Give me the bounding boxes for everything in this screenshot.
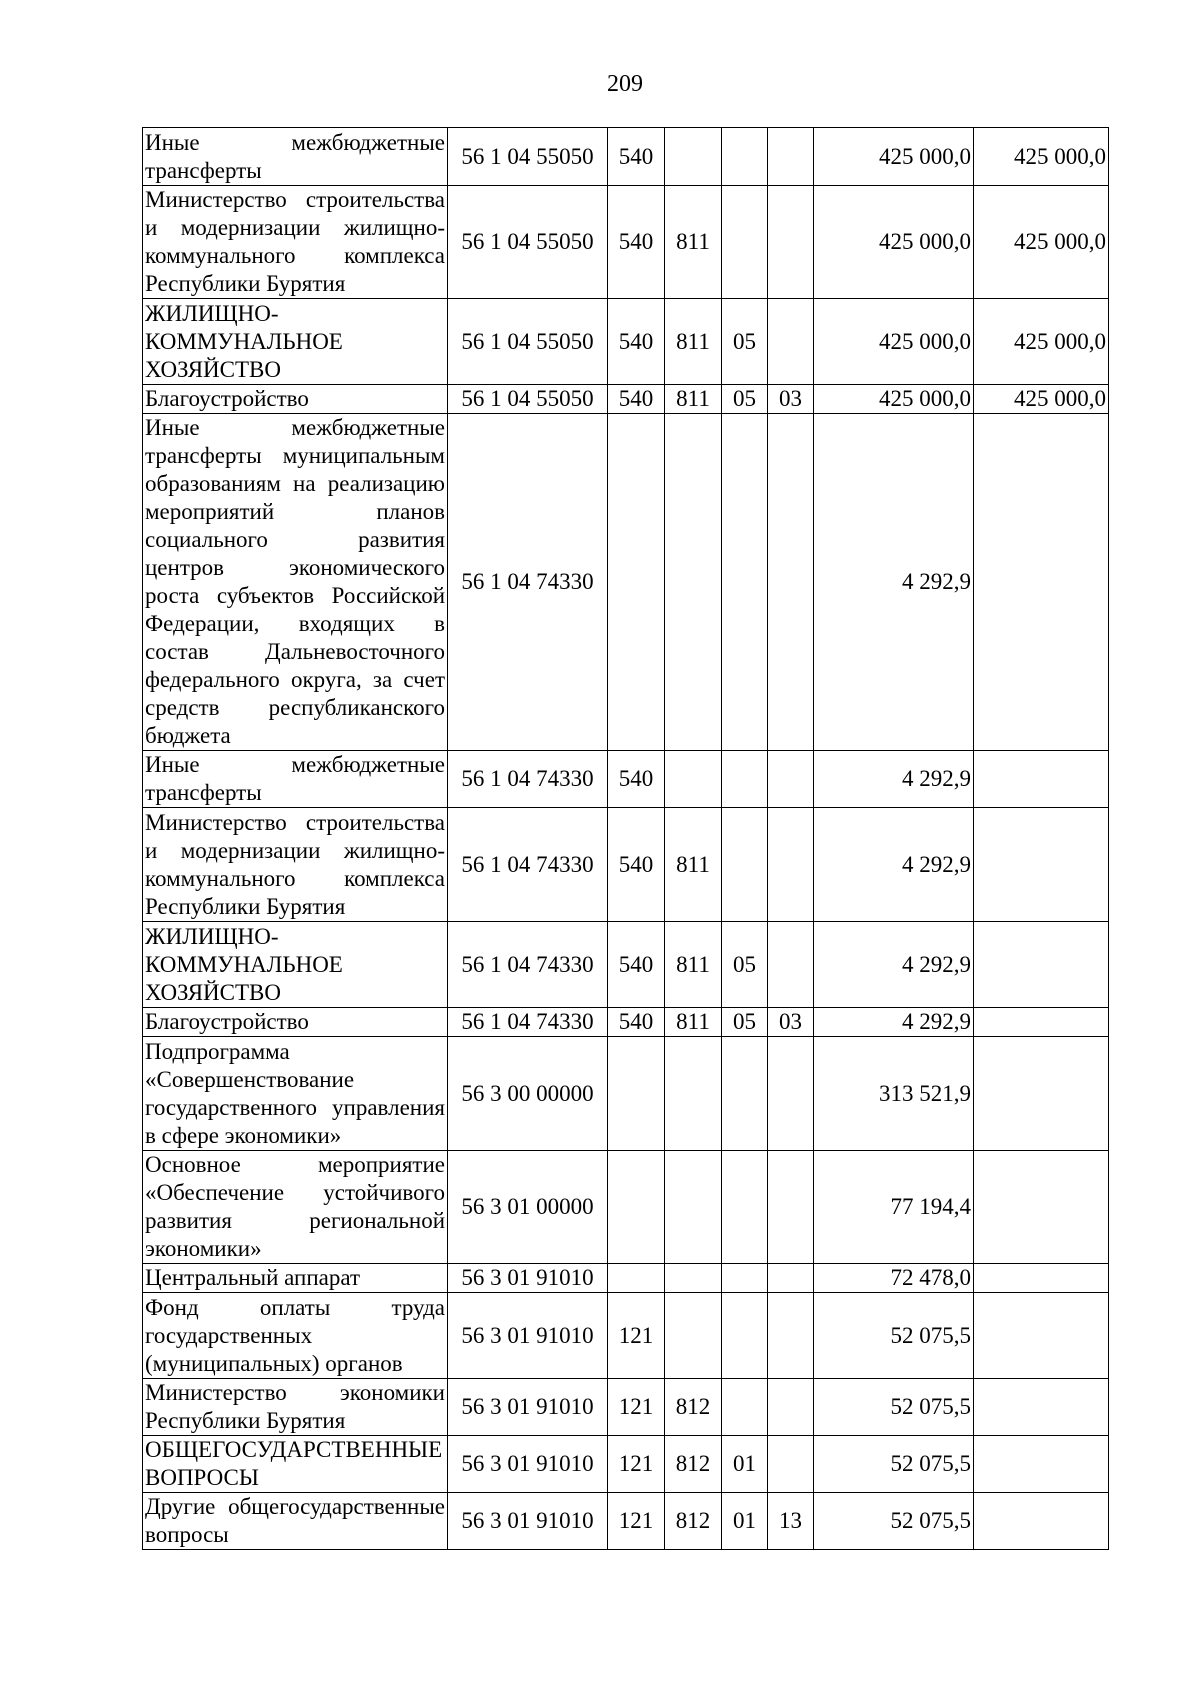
subsection-code xyxy=(768,299,814,385)
subsection-code xyxy=(768,751,814,808)
amount-year-2: 425 000,0 xyxy=(974,128,1109,186)
target-article-code: 56 3 01 91010 xyxy=(448,1493,608,1550)
budget-manager-code: 811 xyxy=(665,299,722,385)
expense-type-code: 540 xyxy=(608,922,665,1008)
amount-year-2 xyxy=(974,1264,1109,1293)
amount-year-1: 52 075,5 xyxy=(814,1379,974,1436)
table-row xyxy=(143,1264,1109,1293)
expense-type-code: 121 xyxy=(608,1379,665,1436)
amount-year-1: 313 521,9 xyxy=(814,1037,974,1151)
amount-year-2: 425 000,0 xyxy=(974,385,1109,414)
amount-year-2: 425 000,0 xyxy=(974,299,1109,385)
table-row xyxy=(143,1037,1109,1151)
expense-type-code xyxy=(608,414,665,751)
row-name: Другие общегосударственные вопросы xyxy=(143,1493,448,1550)
target-article-code: 56 3 01 91010 xyxy=(448,1264,608,1293)
subsection-code xyxy=(768,808,814,922)
subsection-code xyxy=(768,1379,814,1436)
table-row xyxy=(143,385,1109,414)
table-row xyxy=(143,1151,1109,1264)
amount-year-1: 72 478,0 xyxy=(814,1264,974,1293)
target-article-code: 56 1 04 74330 xyxy=(448,1008,608,1037)
subsection-code xyxy=(768,1293,814,1379)
budget-manager-code xyxy=(665,1037,722,1151)
section-code xyxy=(722,186,768,299)
target-article-code: 56 1 04 74330 xyxy=(448,751,608,808)
row-name: Иные межбюджетные трансферты xyxy=(143,751,448,808)
subsection-code xyxy=(768,922,814,1008)
row-name: ЖИЛИЩНО-КОММУНАЛЬНОЕ ХОЗЯЙСТВО xyxy=(143,922,448,1008)
section-code: 01 xyxy=(722,1436,768,1493)
expense-type-code: 121 xyxy=(608,1493,665,1550)
target-article-code: 56 1 04 55050 xyxy=(448,186,608,299)
expense-type-code: 540 xyxy=(608,1008,665,1037)
section-code: 05 xyxy=(722,299,768,385)
amount-year-2 xyxy=(974,1008,1109,1037)
budget-manager-code: 812 xyxy=(665,1379,722,1436)
table-row xyxy=(143,1379,1109,1436)
section-code xyxy=(722,808,768,922)
amount-year-2 xyxy=(974,1436,1109,1493)
table-row xyxy=(143,186,1109,299)
table-row xyxy=(143,751,1109,808)
row-name: Центральный аппарат xyxy=(143,1264,448,1293)
target-article-code: 56 3 01 91010 xyxy=(448,1293,608,1379)
amount-year-1: 4 292,9 xyxy=(814,414,974,751)
budget-manager-code: 811 xyxy=(665,922,722,1008)
amount-year-2 xyxy=(974,922,1109,1008)
budget-table xyxy=(142,127,1109,1550)
amount-year-2 xyxy=(974,1493,1109,1550)
subsection-code: 13 xyxy=(768,1493,814,1550)
expense-type-code: 540 xyxy=(608,808,665,922)
target-article-code: 56 1 04 74330 xyxy=(448,414,608,751)
table-row xyxy=(143,128,1109,186)
section-code xyxy=(722,1037,768,1151)
budget-manager-code: 811 xyxy=(665,385,722,414)
amount-year-2 xyxy=(974,414,1109,751)
expense-type-code: 540 xyxy=(608,751,665,808)
amount-year-2 xyxy=(974,1379,1109,1436)
table-row xyxy=(143,414,1109,751)
table-row xyxy=(143,1293,1109,1379)
section-code: 05 xyxy=(722,1008,768,1037)
expense-type-code xyxy=(608,1037,665,1151)
target-article-code: 56 3 01 00000 xyxy=(448,1151,608,1264)
row-name: Иные межбюджетные трансферты xyxy=(143,128,448,186)
budget-manager-code: 812 xyxy=(665,1493,722,1550)
expense-type-code: 121 xyxy=(608,1293,665,1379)
target-article-code: 56 1 04 55050 xyxy=(448,385,608,414)
section-code: 01 xyxy=(722,1493,768,1550)
amount-year-1: 77 194,4 xyxy=(814,1151,974,1264)
budget-manager-code: 812 xyxy=(665,1436,722,1493)
table-row xyxy=(143,1436,1109,1493)
section-code xyxy=(722,1379,768,1436)
row-name: Благоустройство xyxy=(143,1008,448,1037)
amount-year-1: 4 292,9 xyxy=(814,1008,974,1037)
target-article-code: 56 1 04 74330 xyxy=(448,808,608,922)
budget-manager-code xyxy=(665,1151,722,1264)
section-code xyxy=(722,128,768,186)
amount-year-1: 425 000,0 xyxy=(814,385,974,414)
expense-type-code: 540 xyxy=(608,128,665,186)
amount-year-1: 4 292,9 xyxy=(814,751,974,808)
row-name: Министерство строительства и модернизации жилищно-коммунального комплекса Республики Бурятия xyxy=(143,808,448,922)
amount-year-1: 4 292,9 xyxy=(814,922,974,1008)
budget-manager-code xyxy=(665,751,722,808)
amount-year-2 xyxy=(974,1151,1109,1264)
amount-year-1: 4 292,9 xyxy=(814,808,974,922)
target-article-code: 56 3 01 91010 xyxy=(448,1379,608,1436)
budget-manager-code: 811 xyxy=(665,186,722,299)
amount-year-1: 52 075,5 xyxy=(814,1293,974,1379)
row-name: Благоустройство xyxy=(143,385,448,414)
target-article-code: 56 3 00 00000 xyxy=(448,1037,608,1151)
page-number: 209 xyxy=(607,71,643,97)
amount-year-2 xyxy=(974,1293,1109,1379)
expense-type-code: 540 xyxy=(608,186,665,299)
target-article-code: 56 3 01 91010 xyxy=(448,1436,608,1493)
subsection-code xyxy=(768,186,814,299)
target-article-code: 56 1 04 74330 xyxy=(448,922,608,1008)
target-article-code: 56 1 04 55050 xyxy=(448,128,608,186)
section-code xyxy=(722,751,768,808)
budget-manager-code: 811 xyxy=(665,1008,722,1037)
expense-type-code xyxy=(608,1264,665,1293)
amount-year-1: 425 000,0 xyxy=(814,186,974,299)
row-name: Основное мероприятие «Обеспечение устойчивого развития региональной экономики» xyxy=(143,1151,448,1264)
amount-year-1: 425 000,0 xyxy=(814,128,974,186)
section-code xyxy=(722,1293,768,1379)
subsection-code xyxy=(768,1436,814,1493)
budget-manager-code xyxy=(665,1293,722,1379)
amount-year-2 xyxy=(974,808,1109,922)
table-row xyxy=(143,808,1109,922)
row-name: Иные межбюджетные трансферты муниципальным образованиям на реализацию мероприятий планов социального развития центров экономического роста субъектов Российской Федерации, входящих в состав Дальневосточного федерального округа, за счет средств республиканского бюджета xyxy=(143,414,448,751)
target-article-code: 56 1 04 55050 xyxy=(448,299,608,385)
subsection-code: 03 xyxy=(768,385,814,414)
row-name: ЖИЛИЩНО-КОММУНАЛЬНОЕ ХОЗЯЙСТВО xyxy=(143,299,448,385)
subsection-code xyxy=(768,414,814,751)
row-name: ОБЩЕГОСУДАРСТВЕННЫЕ ВОПРОСЫ xyxy=(143,1436,448,1493)
amount-year-2 xyxy=(974,751,1109,808)
budget-manager-code xyxy=(665,414,722,751)
section-code: 05 xyxy=(722,385,768,414)
subsection-code xyxy=(768,1264,814,1293)
section-code xyxy=(722,1151,768,1264)
table-row xyxy=(143,1493,1109,1550)
amount-year-1: 425 000,0 xyxy=(814,299,974,385)
budget-manager-code xyxy=(665,128,722,186)
amount-year-1: 52 075,5 xyxy=(814,1493,974,1550)
budget-manager-code xyxy=(665,1264,722,1293)
subsection-code: 03 xyxy=(768,1008,814,1037)
expense-type-code xyxy=(608,1151,665,1264)
section-code: 05 xyxy=(722,922,768,1008)
subsection-code xyxy=(768,1151,814,1264)
expense-type-code: 121 xyxy=(608,1436,665,1493)
expense-type-code: 540 xyxy=(608,385,665,414)
table-row xyxy=(143,299,1109,385)
section-code xyxy=(722,1264,768,1293)
amount-year-2: 425 000,0 xyxy=(974,186,1109,299)
budget-manager-code: 811 xyxy=(665,808,722,922)
amount-year-2 xyxy=(974,1037,1109,1151)
expense-type-code: 540 xyxy=(608,299,665,385)
subsection-code xyxy=(768,128,814,186)
section-code xyxy=(722,414,768,751)
row-name: Подпрограмма «Совершенствование государственного управления в сфере экономики» xyxy=(143,1037,448,1151)
row-name: Министерство экономики Республики Бурятия xyxy=(143,1379,448,1436)
amount-year-1: 52 075,5 xyxy=(814,1436,974,1493)
subsection-code xyxy=(768,1037,814,1151)
row-name: Министерство строительства и модернизации жилищно-коммунального комплекса Республики Бурятия xyxy=(143,186,448,299)
table-row xyxy=(143,922,1109,1008)
row-name: Фонд оплаты труда государственных (муниципальных) органов xyxy=(143,1293,448,1379)
table-row xyxy=(143,1008,1109,1037)
